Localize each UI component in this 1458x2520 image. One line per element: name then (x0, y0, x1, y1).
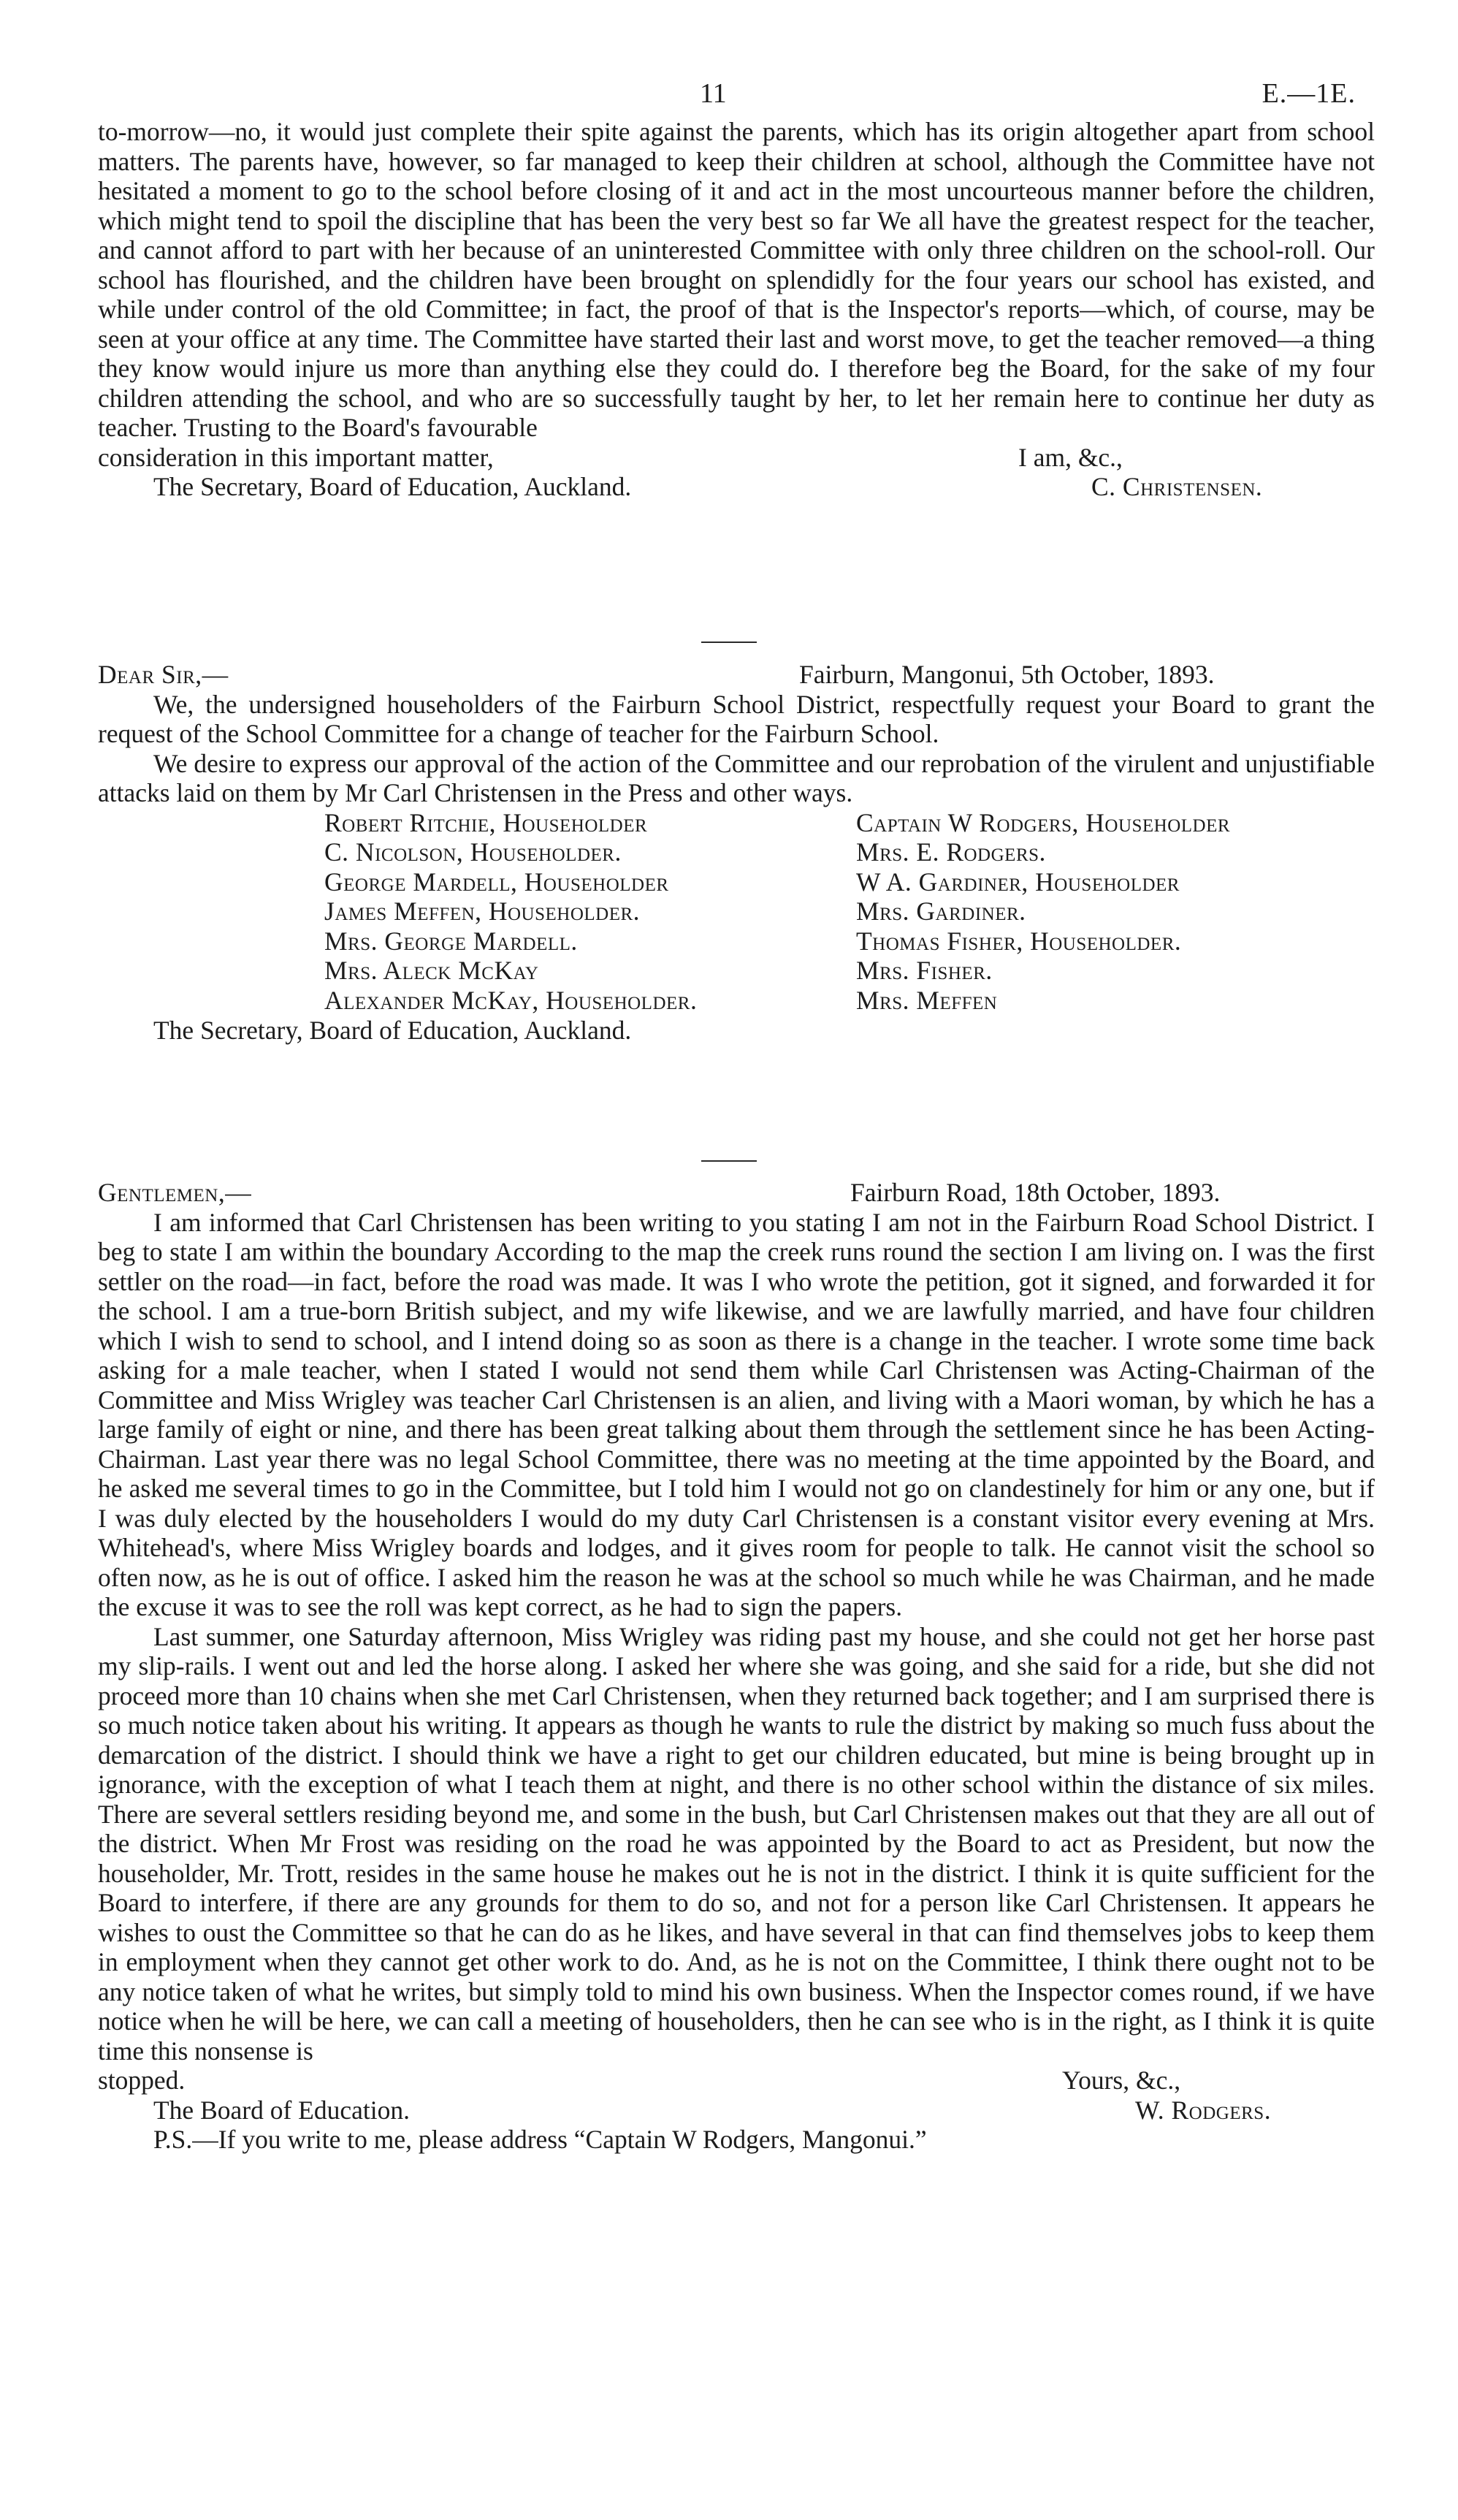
signatory: Mrs. Aleck McKay (324, 956, 539, 985)
letter-christensen-body: to-morrow—no, it would just complete their spite against the parents, which has its origin altogether apart from school matters. The parents have, however, so far managed to keep their children at school, although the Committee have not hesitated a moment to go to the school before closing of it and act in the most uncourteous manner before the children, which might tend to spoil the discipline that has been the very best so far We all have the greatest respect for the teacher, and cannot afford to part with her because of an uninterested Committee with only three children on the school-roll. Our school has flourished, and the children have been brought on splendidly for the four years our school has existed, and while under control of the old Committee; in fact, the proof of that is the Inspector's reports—which, of course, may be seen at your office at any time. The Committee have started their last and worst move, to get the teacher removed—a thing they know would injure us more than anything else they could do. I therefore beg the Board, for the sake of my four children attending the school, and who are so successfully taught by her, to let her remain here to continue her duty as teacher. Trusting to the Board's favourable (98, 117, 1375, 442)
signatory: Mrs. Gardiner. (856, 897, 1026, 926)
letter-christensen (98, 117, 1375, 502)
letter-rodgers-sign-row (98, 2095, 1375, 2125)
letter-christensen-closing: I am, &c., (1018, 442, 1123, 472)
letter-householders-heading (98, 660, 1375, 690)
section-divider (701, 642, 757, 643)
letter-rodgers-addressee: The Board of Education. (153, 2095, 410, 2125)
signatory: Mrs. George Mardell. (324, 926, 578, 956)
page-number: 11 (700, 78, 727, 109)
letter-rodgers-closing: Yours, &c., (1062, 2066, 1181, 2095)
letter-rodgers-signature: W. Rodgers. (1135, 2095, 1272, 2125)
letter-householders-paragraph-2: We desire to express our approval of the action of the Committee and our reprobation of the virulent and unjustifiable attacks laid on them by Mr Carl Christensen in the Press and other ways. (98, 748, 1375, 807)
letter-rodgers-salutation: Gentlemen,— (98, 1178, 252, 1207)
document-reference: E.—1E. (1262, 78, 1356, 109)
signatories-left-column (324, 808, 879, 1016)
signatory: W A. Gardiner, Householder (856, 867, 1180, 897)
letter-householders-addressee: The Secretary, Board of Education, Auckland. (153, 1015, 632, 1045)
letter-rodgers-dateline: Fairburn Road, 18th October, 1893. (850, 1178, 1221, 1207)
letter-christensen-closing-row (98, 443, 1375, 473)
signatory: C. Nicolson, Householder. (324, 837, 622, 867)
letter-rodgers (98, 1178, 1375, 2155)
letter-householders (98, 660, 1375, 1045)
letter-rodgers-postscript-row (98, 2125, 1375, 2155)
letter-christensen-last-line: consideration in this important matter, (98, 442, 494, 472)
signatory: Mrs. Fisher. (856, 956, 993, 985)
signatory: Alexander McKay, Householder. (324, 985, 698, 1015)
letter-christensen-signature: C. Christensen. (1091, 472, 1263, 501)
letter-rodgers-closing-row (98, 2066, 1375, 2095)
letter-householders-addressee-row (98, 1016, 1375, 1046)
letter-rodgers-paragraph-1: I am informed that Carl Christensen has been writing to you stating I am not in the Fairburn Road School District. I beg to state I am within the boundary According to the map the creek runs round the section I am living on. I was the first settler on the road—in fact, before the road was made. It was I who wrote the petition, got it signed, and forwarded it for the school. I am a true-born British subject, and my wife likewise, and we are lawfully married, and have four children which I wish to send to school, and I intend doing so as soon as there is a change in the teacher. I wrote some time back asking for a male teacher, when I stated I would not send them while Carl Christensen was Acting-Chairman of the Committee and Miss Wrigley was teacher Carl Christensen is an alien, and living with a Maori woman, by which he has a large family of eight or nine, and there has been great talking about them through the settlement since he has been Acting-Chairman. Last year there was no legal School Committee, there was no meeting at the time appointed by the Board, and he asked me several times to go in the Committee, but I told him I would not go on clandestinely for him or any one, but if I was duly elected by the householders I would do my duty Carl Christensen is a constant visitor every evening at Mrs. Whitehead's, where Miss Wrigley boards and lodges, and it gives room for people to talk. He cannot visit the school so often now, as he is out of office. I asked him the reason he was at the school so much while he was Chairman, and he made the excuse it was to see the roll was kept correct, as he had to sign the papers. (98, 1207, 1375, 1621)
signatory: Mrs. E. Rodgers. (856, 837, 1046, 867)
signatory: Mrs. Meffen (856, 985, 998, 1015)
letter-rodgers-paragraph-2: Last summer, one Saturday afternoon, Miss Wrigley was riding past my house, and she could not get her horse past my slip-rails. I went out and led the horse along. I asked her where she was going, and she said for a ride, but she did not proceed more than 10 chains when she met Carl Christensen, when they returned back together; and I am surprised there is so much notice taken about his writing. It appears as though he wants to rule the district by making so much fuss about the demarcation of the district. I should think we have a right to get our children educated, but mine is being brought up in ignorance, with the exception of what I teach them at night, and there is no other school within the distance of six miles. There are several settlers residing beyond me, and some in the bush, but Carl Christensen makes out that they are all out of the district. When Mr Frost was residing on the road he was appointed by the Board to act as President, but now the householder, Mr. Trott, resides in the same house he makes out he is not in the district. I think it is quite sufficient for the Board to interfere, if there are any grounds for them to do so, and not for a person like Carl Christensen. It appears he wishes to oust the Committee so that he can do as he likes, and have several in that can find themselves jobs to keep them in employment when they cannot get other work to do. And, as he is not on the Committee, I think there ought not to be any notice taken of what he writes, but simply told to mind his own business. When the Inspector comes round, if we have notice when he will be here, we can call a meeting of householders, then he can see who is in the right, as I think it is quite time this nonsense is (98, 1621, 1375, 2066)
letter-householders-dateline: Fairburn, Mangonui, 5th October, 1893. (799, 660, 1215, 689)
signatory: Robert Ritchie, Householder (324, 807, 648, 837)
letter-rodgers-last-word: stopped. (98, 2066, 186, 2095)
letter-rodgers-heading (98, 1178, 1375, 1208)
section-divider (701, 1160, 757, 1162)
signatories-right-column (856, 808, 1411, 1016)
letter-householders-paragraph-1: We, the undersigned householders of the Fairburn School District, respectfully request your Board to grant the request of the School Committee for a change of teacher for the Fairburn School. (98, 689, 1375, 748)
letter-rodgers-postscript: P.S.—If you write to me, please address “Captain W Rodgers, Mangonui.” (153, 2125, 927, 2154)
letter-householders-salutation: Dear Sir,— (98, 660, 229, 689)
letter-christensen-sign-row (98, 472, 1375, 502)
signatory: Captain W Rodgers, Householder (856, 807, 1231, 837)
signatories (98, 808, 1375, 1016)
letter-christensen-addressee: The Secretary, Board of Education, Auckland. (153, 472, 632, 501)
signatory: George Mardell, Householder (324, 867, 669, 897)
signatory: Thomas Fisher, Householder. (856, 926, 1182, 956)
signatory: James Meffen, Householder. (324, 897, 641, 926)
